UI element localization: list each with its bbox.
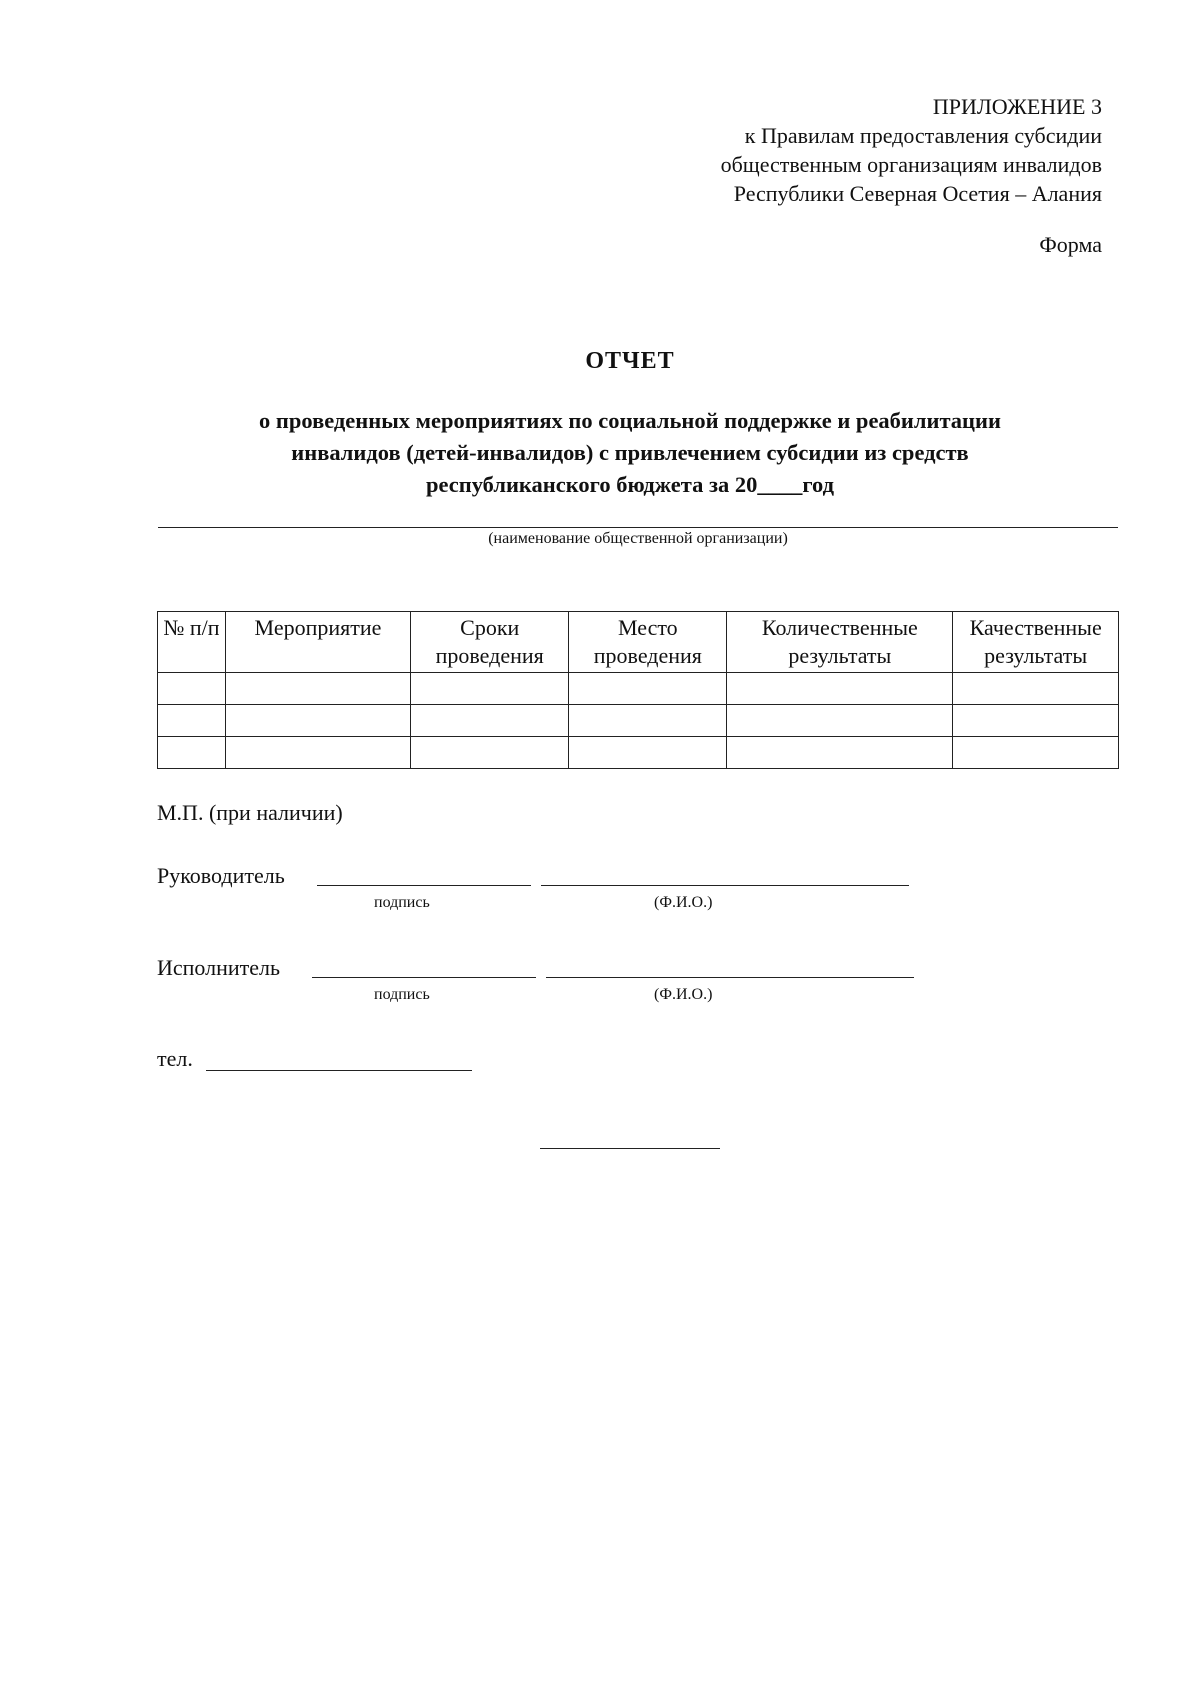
header-place: Место проведения (569, 612, 727, 673)
phone-line[interactable] (206, 1070, 472, 1071)
table-row (158, 705, 1119, 737)
appendix-header (721, 92, 1102, 208)
table-cell[interactable] (225, 737, 410, 769)
table-cell[interactable] (727, 737, 953, 769)
head-signature-line[interactable] (317, 885, 531, 886)
table-cell[interactable] (953, 705, 1119, 737)
table-cell[interactable] (158, 673, 226, 705)
executor-name-line[interactable] (546, 977, 914, 978)
head-name-caption: (Ф.И.О.) (654, 894, 713, 911)
table-cell[interactable] (953, 737, 1119, 769)
header-number: № п/п (158, 612, 226, 673)
phone-label: тел. (157, 1046, 193, 1071)
report-title: ОТЧЕТ (585, 348, 675, 374)
table-row (158, 673, 1119, 705)
executor-label: Исполнитель (157, 955, 281, 980)
table-cell[interactable] (158, 737, 226, 769)
head-signature-caption: подпись (374, 894, 430, 911)
executor-signature-caption: подпись (374, 986, 430, 1003)
table-cell[interactable] (569, 705, 727, 737)
appendix-line-organizations: общественным организациям инвалидов (720, 152, 1102, 177)
table-cell[interactable] (411, 737, 569, 769)
report-table (157, 611, 1119, 769)
appendix-number: ПРИЛОЖЕНИЕ 3 (932, 94, 1102, 119)
table-header-row (158, 612, 1119, 673)
table-cell[interactable] (569, 673, 727, 705)
report-subtitle-line-3: республиканского бюджета за 20____год (425, 472, 835, 497)
stamp-label: М.П. (при наличии) (157, 800, 343, 825)
appendix-line-republic: Республики Северная Осетия – Алания (733, 181, 1102, 206)
executor-name-caption: (Ф.И.О.) (654, 986, 713, 1003)
report-subtitle-line-2: инвалидов (детей-инвалидов) с привлечением субсидии из средств (291, 440, 969, 465)
header-event: Мероприятие (225, 612, 410, 673)
organization-name-line[interactable] (158, 527, 1118, 528)
table-cell[interactable] (727, 705, 953, 737)
report-subtitle (150, 405, 1110, 501)
header-quantitative-results: Количественные результаты (727, 612, 953, 673)
header-dates: Сроки проведения (411, 612, 569, 673)
table-row (158, 737, 1119, 769)
table-cell[interactable] (225, 705, 410, 737)
executor-signature-line[interactable] (312, 977, 536, 978)
report-subtitle-line-1: о проведенных мероприятиях по социальной поддержке и реабилитации (259, 408, 1001, 433)
header-qualitative-results: Качественные результаты (953, 612, 1119, 673)
table-cell[interactable] (225, 673, 410, 705)
organization-name-caption: (наименование общественной организации) (488, 530, 788, 547)
end-separator (540, 1148, 720, 1149)
table-cell[interactable] (569, 737, 727, 769)
head-label: Руководитель (157, 863, 285, 888)
table-cell[interactable] (727, 673, 953, 705)
table-cell[interactable] (411, 705, 569, 737)
appendix-line-rules: к Правилам предоставления субсидии (744, 123, 1102, 148)
head-name-line[interactable] (541, 885, 909, 886)
form-label: Форма (1039, 232, 1102, 257)
table-cell[interactable] (953, 673, 1119, 705)
table-cell[interactable] (411, 673, 569, 705)
table-cell[interactable] (158, 705, 226, 737)
